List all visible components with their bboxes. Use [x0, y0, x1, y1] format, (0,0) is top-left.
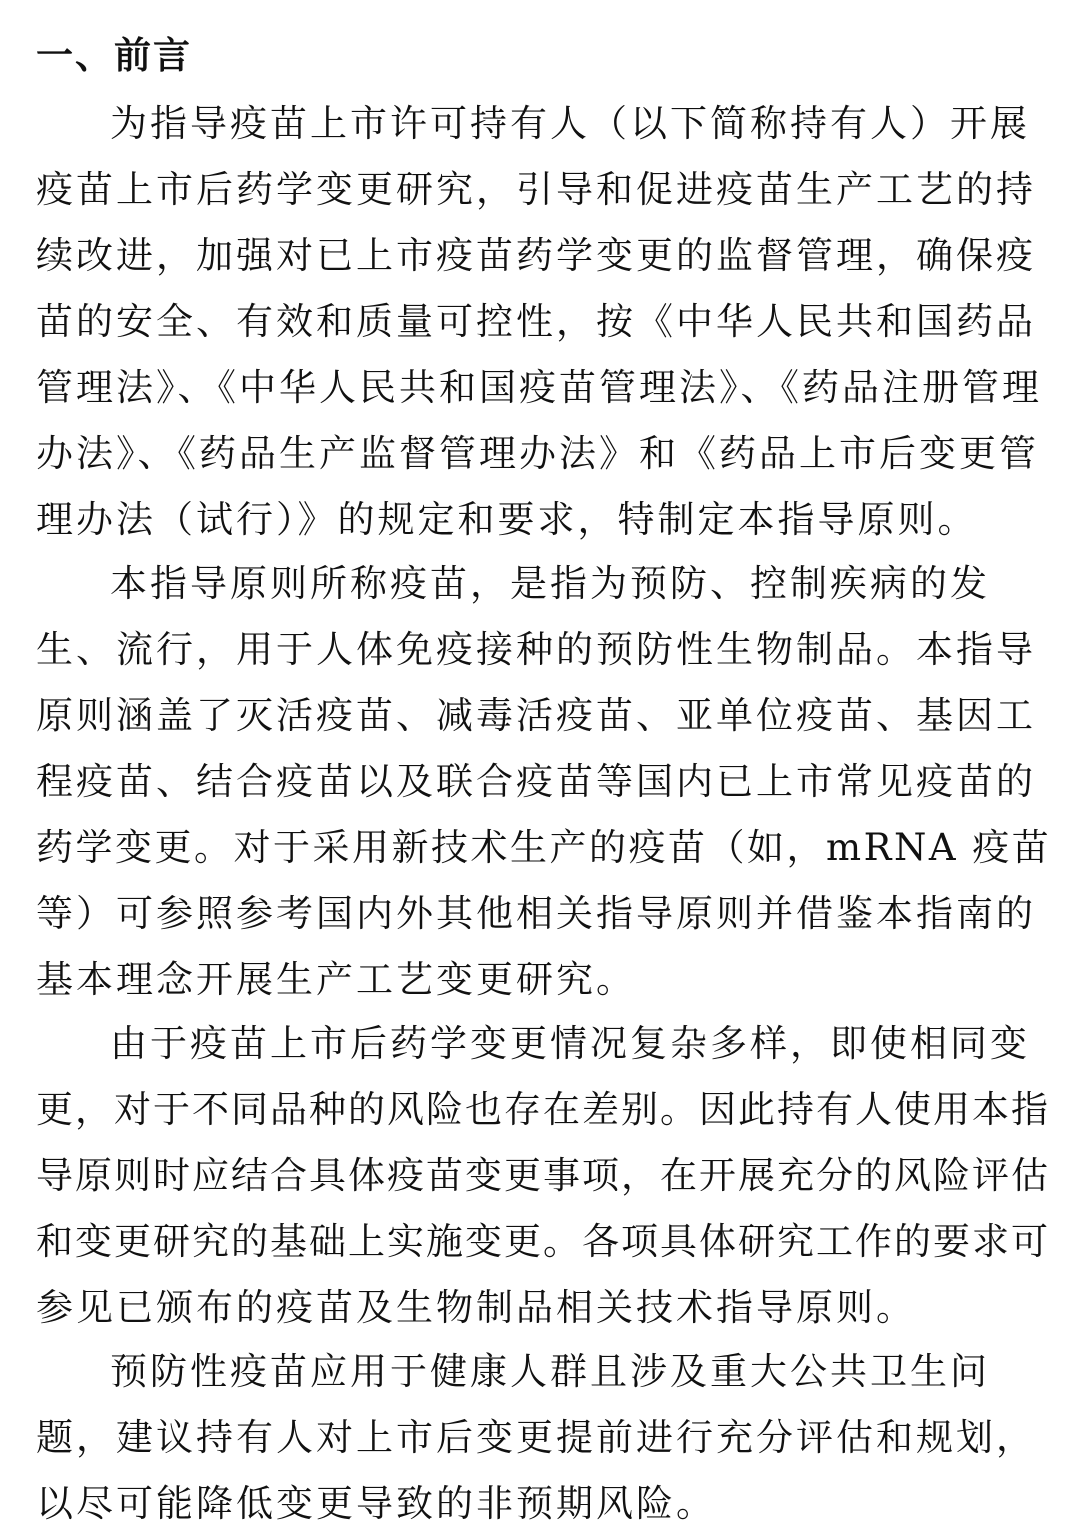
paragraph-2-line-2: 生、流行，用于人体免疫接种的预防性生物制品。本指导 — [36, 628, 1036, 671]
paragraph-3-line-1: 由于疫苗上市后药学变更情况复杂多样，即使相同变 — [110, 1022, 1030, 1065]
paragraph-2-line-5: 药学变更。对于采用新技术生产的疫苗（如，mRNA 疫苗 — [36, 826, 1052, 869]
paragraph-3-line-4: 和变更研究的基础上实施变更。各项具体研究工作的要求可 — [36, 1220, 1050, 1263]
paragraph-2-line-3: 原则涵盖了灭活疫苗、减毒活疫苗、亚单位疫苗、基因工 — [36, 694, 1036, 737]
paragraph-2-line-7: 基本理念开展生产工艺变更研究。 — [36, 958, 636, 1001]
paragraph-3-line-3: 导原则时应结合具体疫苗变更事项，在开展充分的风险评估 — [36, 1154, 1050, 1197]
paragraph-2-line-1: 本指导原则所称疫苗，是指为预防、控制疾病的发 — [110, 562, 990, 605]
paragraph-4-line-3: 以尽可能降低变更导致的非预期风险。 — [36, 1482, 716, 1525]
paragraph-2-line-6: 等）可参照参考国内外其他相关指导原则并借鉴本指南的 — [36, 892, 1036, 935]
paragraph-1-line-4: 苗的安全、有效和质量可控性，按《中华人民共和国药品 — [36, 300, 1036, 343]
paragraph-4-line-1: 预防性疫苗应用于健康人群且涉及重大公共卫生问 — [110, 1350, 990, 1393]
paragraph-3-line-5: 参见已颁布的疫苗及生物制品相关技术指导原则。 — [36, 1286, 916, 1329]
paragraph-1-line-3: 续改进，加强对已上市疫苗药学变更的监督管理，确保疫 — [36, 234, 1036, 277]
paragraph-1-line-1: 为指导疫苗上市许可持有人（以下简称持有人）开展 — [110, 102, 1030, 145]
paragraph-1-line-5: 管理法》、《中华人民共和国疫苗管理法》、《药品注册管理 — [36, 366, 1042, 409]
paragraph-3-line-2: 更，对于不同品种的风险也存在差别。因此持有人使用本指 — [36, 1088, 1050, 1131]
paragraph-1-line-6: 办法》、《药品生产监督管理办法》和《药品上市后变更管 — [36, 432, 1039, 475]
paragraph-1-line-7: 理办法（试行）》的规定和要求，特制定本指导原则。 — [36, 498, 978, 541]
paragraph-1-line-2: 疫苗上市后药学变更研究，引导和促进疫苗生产工艺的持 — [36, 168, 1036, 211]
section-heading: 一、前言 — [36, 34, 192, 77]
paragraph-4-line-2: 题，建议持有人对上市后变更提前进行充分评估和规划， — [36, 1416, 1036, 1459]
paragraph-2-line-4: 程疫苗、结合疫苗以及联合疫苗等国内已上市常见疫苗的 — [36, 760, 1036, 803]
